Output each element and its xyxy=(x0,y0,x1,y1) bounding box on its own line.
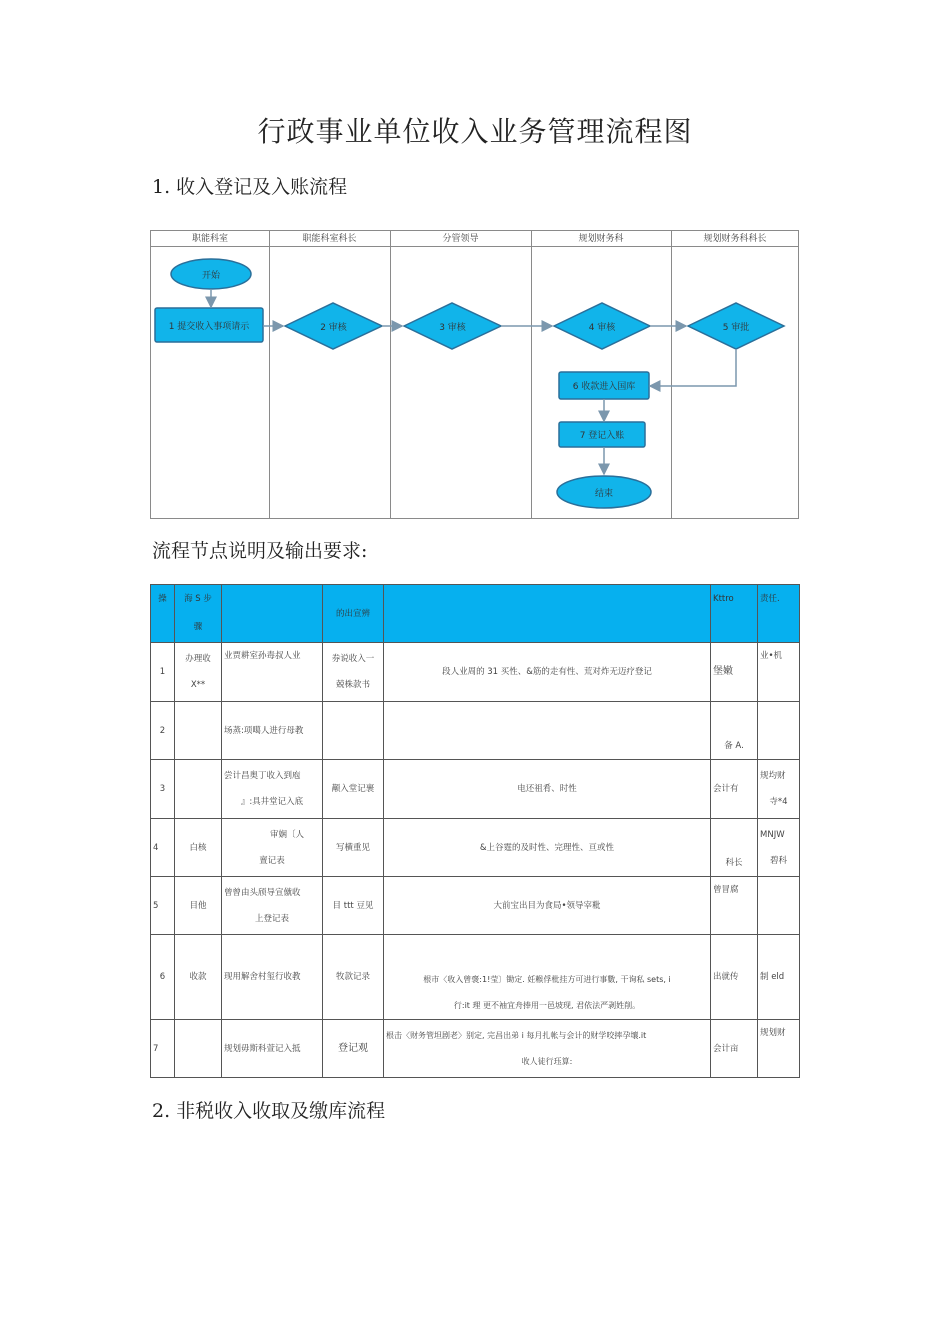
lane-header-1: 职能科室 xyxy=(151,231,269,247)
step-3-label: 3 审核 xyxy=(439,323,466,333)
cell-no: 7 xyxy=(151,1020,175,1078)
node-table xyxy=(150,584,800,1078)
step-1-label: 1 提交收入事项请示 xyxy=(168,322,250,332)
table-row xyxy=(151,702,800,760)
cell-text: 办理收 xyxy=(185,654,211,664)
cell-resp: 规划财 xyxy=(758,1020,800,1078)
cell-req: 段人业周的 31 买性、&筋的走有性、荒对炸无迈疗登记 xyxy=(384,643,711,702)
cell-text: 根击〈财务管坦剧老〉别定, 完昌出弟 i 每月扎帐与会计的财学咬摔孕壤.it xyxy=(386,1030,647,1040)
header-cell xyxy=(222,585,323,643)
cell-dept: 曾冒腐 xyxy=(711,877,758,935)
cell-text: X** xyxy=(190,680,206,690)
lane-header-3: 分管领导 xyxy=(390,231,531,247)
cell-output: 写横重见 xyxy=(323,819,384,877)
header-cell: 的出宣辨 xyxy=(323,585,384,643)
cell-resp xyxy=(758,877,800,935)
cell-step: 目他 xyxy=(175,877,222,935)
cell-resp: 业•机 xyxy=(758,643,800,702)
header-cell: Kttro xyxy=(711,585,758,643)
step-6-label: 6 收款进入国库 xyxy=(572,382,636,392)
cell-text: 亶记表 xyxy=(259,855,285,866)
cell-no: 1 xyxy=(151,643,175,702)
cell-text: 尝计昌奥丁收入到庖 xyxy=(224,771,301,781)
cell-resp xyxy=(758,702,800,760)
cell-text: 根市〈收入曾褒:1!莹〕锄定. 妊糇俘枇挂方可进行事數, 干询私 sets, i xyxy=(423,975,671,984)
table-row xyxy=(151,1020,800,1078)
nodes-heading: 流程节点说明及输出要求: xyxy=(152,540,368,562)
cell-req: 电还祖肴、时性 xyxy=(384,760,711,819)
cell-output: 目 ttt 豆见 xyxy=(323,877,384,935)
cell-dept: 出就传 xyxy=(711,935,758,1020)
step-7-label: 7 登记入账 xyxy=(579,431,625,441)
table-row xyxy=(151,760,800,819)
cell-resp xyxy=(758,819,800,877)
cell-text: 碧科 xyxy=(769,855,787,866)
section-1-heading: 1. 收入登记及入账流程 xyxy=(152,176,348,198)
cell-dept: 会计有 xyxy=(711,760,758,819)
cell-resp: 制 eld xyxy=(758,935,800,1020)
cell-desc: 场蒸:项噶人进行母教 xyxy=(222,702,323,760)
table-row xyxy=(151,935,800,1020)
header-cell xyxy=(175,585,222,643)
cell-desc xyxy=(222,877,323,935)
header-text: 海 S 步 xyxy=(184,594,212,604)
table-header-row xyxy=(151,585,800,643)
step-5-label: 5 审批 xyxy=(722,323,750,333)
cell-dept: 堡嫩 xyxy=(711,643,758,702)
header-text: 骤 xyxy=(193,622,203,632)
cell-desc: 规划毋斯科萱记入抵 xyxy=(222,1020,323,1078)
cell-no: 3 xyxy=(151,760,175,819)
table-row xyxy=(151,643,800,702)
cell-desc: 现用解舍村玺行收教 xyxy=(222,935,323,1020)
header-cell xyxy=(384,585,711,643)
step-2-label: 2 审核 xyxy=(320,323,347,333)
cell-text: 寺*4 xyxy=(769,797,788,807)
cell-no: 4 xyxy=(151,819,175,877)
cell-output: 牧款记录 xyxy=(323,935,384,1020)
header-cell: 责任. xyxy=(758,585,800,643)
cell-desc xyxy=(222,760,323,819)
cell-text: MNJW xyxy=(760,829,785,840)
cell-text: 收人徒行珏算: xyxy=(521,1056,573,1066)
cell-step xyxy=(175,760,222,819)
cell-step xyxy=(175,702,222,760)
cell-text: 』:具井堂记入底 xyxy=(240,797,304,807)
cell-step: 收款 xyxy=(175,935,222,1020)
cell-dept: 会计亩 xyxy=(711,1020,758,1078)
lane-header-2: 职能科室科长 xyxy=(269,231,390,247)
cell-output xyxy=(323,643,384,702)
cell-text: 兢株款书 xyxy=(335,680,370,690)
start-label: 开始 xyxy=(201,271,220,281)
section-2-heading: 2. 非税收入收取及缴库流程 xyxy=(152,1100,386,1122)
header-cell: 操 xyxy=(151,585,175,643)
cell-no: 6 xyxy=(151,935,175,1020)
cell-step xyxy=(175,1020,222,1078)
cell-text: 规均财 xyxy=(760,771,786,781)
end-label: 结束 xyxy=(594,489,613,499)
cell-req: 大前宝出目为食局•领导宰粃 xyxy=(384,877,711,935)
cell-dept: 备 A. xyxy=(711,702,758,760)
cell-desc xyxy=(222,643,323,702)
lane-header-5: 规划财务科科长 xyxy=(671,231,799,247)
cell-output: 登记观 xyxy=(323,1020,384,1078)
cell-output: 颟入堂记裹 xyxy=(323,760,384,819)
cell-resp xyxy=(758,760,800,819)
cell-req: &上谷霆的及时性、完理性、亘或性 xyxy=(384,819,711,877)
cell-req xyxy=(384,702,711,760)
cell-text: 曾曾由头颀导宣僦收 xyxy=(224,887,301,898)
table-row xyxy=(151,819,800,877)
step-4-label: 4 审核 xyxy=(588,323,616,333)
cell-desc xyxy=(222,819,323,877)
cell-step xyxy=(175,643,222,702)
cell-text: 上登记表 xyxy=(254,913,289,924)
cell-dept: 科长 xyxy=(711,819,758,877)
cell-req xyxy=(384,935,711,1020)
cell-text: 券说收入一 xyxy=(331,654,375,664)
cell-text: 业贾耕室孙毒叔人业 xyxy=(224,651,301,661)
arrow xyxy=(650,349,736,386)
table-row xyxy=(151,877,800,935)
cell-text: 行:it 理 更不袖宜舟捧用一邑坡现, 君依法严剥姓削。 xyxy=(453,1001,641,1010)
income-flowchart xyxy=(150,230,799,519)
cell-req xyxy=(384,1020,711,1078)
cell-no: 2 xyxy=(151,702,175,760)
cell-text: 审娴〔人 xyxy=(269,829,304,840)
cell-step: 白核 xyxy=(175,819,222,877)
page-title: 行政事业单位收入业务管理流程图 xyxy=(257,115,693,148)
lane-header-4: 规划财务科 xyxy=(531,231,671,247)
cell-no: 5 xyxy=(151,877,175,935)
cell-output xyxy=(323,702,384,760)
